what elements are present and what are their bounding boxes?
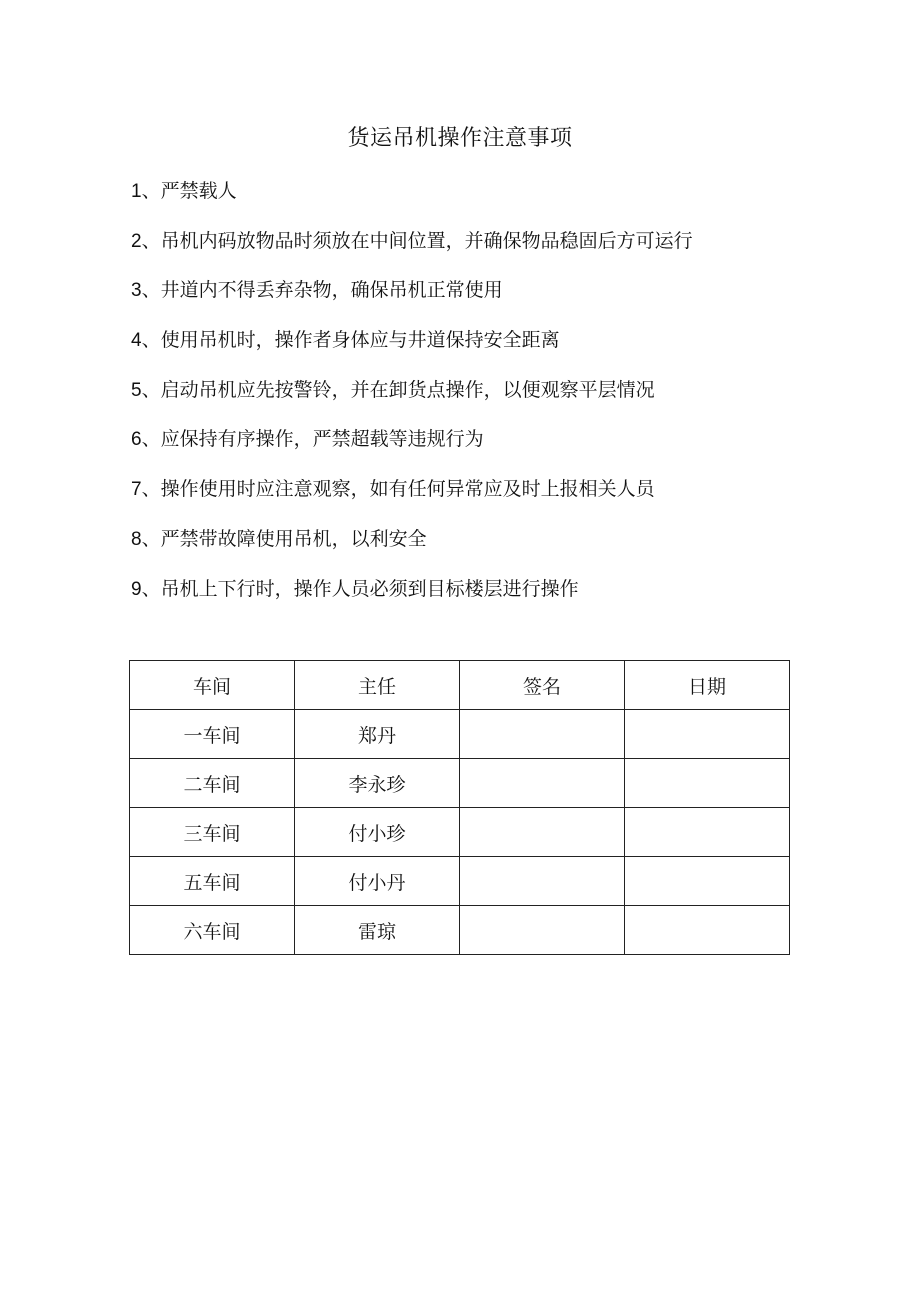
rules-list — [131, 172, 693, 619]
rule-number: 1 — [131, 181, 142, 202]
workshop-cell: 二车间 — [130, 759, 295, 808]
table-row — [130, 857, 790, 906]
column-header-director: 主任 — [295, 661, 460, 710]
rule-item — [131, 172, 693, 222]
signature-cell — [460, 857, 625, 906]
rule-separator: 、 — [141, 428, 161, 451]
rule-number: 9 — [131, 578, 142, 600]
rule-item — [131, 271, 693, 321]
director-cell: 付小珍 — [295, 808, 460, 857]
date-cell — [625, 808, 790, 857]
signature-cell — [460, 808, 625, 857]
column-header-workshop: 车间 — [130, 661, 295, 710]
rule-text: 井道内不得丢弃杂物，确保吊机正常使用 — [160, 279, 503, 302]
rule-number: 3 — [131, 280, 142, 302]
signature-cell — [460, 710, 625, 759]
table-row — [130, 710, 790, 759]
rule-text: 吊机上下行时，操作人员必须到目标楼层进行操作 — [160, 577, 579, 600]
column-header-date: 日期 — [625, 661, 790, 710]
rule-item — [131, 470, 693, 520]
rule-separator: 、 — [141, 180, 161, 202]
rule-separator: 、 — [141, 378, 161, 401]
table-row — [130, 759, 790, 808]
document-title: 货运吊机操作注意事项 — [347, 126, 573, 151]
rule-number: 4 — [131, 330, 142, 352]
rule-number: 6 — [131, 429, 142, 451]
table-row — [130, 808, 790, 857]
date-cell — [625, 759, 790, 808]
director-cell: 郑丹 — [295, 710, 460, 759]
rule-separator: 、 — [141, 478, 161, 501]
rule-number: 8 — [131, 528, 142, 550]
director-cell: 李永珍 — [295, 759, 460, 808]
rule-item — [131, 222, 693, 272]
rule-item — [131, 420, 693, 470]
rule-text: 严禁带故障使用吊机，以利安全 — [160, 527, 427, 550]
workshop-cell: 五车间 — [130, 857, 295, 906]
workshop-cell: 一车间 — [130, 710, 295, 759]
rule-text: 使用吊机时，操作者身体应与井道保持安全距离 — [160, 329, 560, 352]
rule-separator: 、 — [141, 229, 161, 252]
rule-item — [131, 371, 693, 421]
workshop-cell: 三车间 — [130, 808, 295, 857]
rule-text: 严禁载人 — [160, 180, 237, 202]
signature-cell — [460, 906, 625, 955]
signature-cell — [460, 759, 625, 808]
rule-text: 启动吊机应先按警铃，并在卸货点操作，以便观察平层情况 — [160, 378, 655, 401]
date-cell — [625, 906, 790, 955]
date-cell — [625, 710, 790, 759]
table-row — [130, 906, 790, 955]
rule-item — [131, 321, 693, 371]
workshop-cell: 六车间 — [130, 906, 295, 955]
date-cell — [625, 857, 790, 906]
director-cell: 雷琼 — [295, 906, 460, 955]
rule-separator: 、 — [141, 279, 161, 302]
rule-separator: 、 — [141, 577, 161, 600]
table-header-row — [130, 661, 790, 710]
rule-item — [131, 570, 693, 620]
director-cell: 付小丹 — [295, 857, 460, 906]
rule-separator: 、 — [141, 329, 161, 352]
rule-number: 2 — [131, 230, 142, 252]
rule-number: 5 — [131, 379, 142, 401]
rule-separator: 、 — [141, 527, 161, 550]
rule-text: 应保持有序操作，严禁超载等违规行为 — [160, 428, 484, 451]
signature-table — [129, 660, 790, 955]
rule-text: 吊机内码放物品时须放在中间位置，并确保物品稳固后方可运行 — [160, 229, 693, 252]
column-header-signature: 签名 — [460, 661, 625, 710]
rule-number: 7 — [131, 479, 142, 501]
rule-text: 操作使用时应注意观察，如有任何异常应及时上报相关人员 — [160, 478, 655, 501]
rule-item — [131, 520, 693, 570]
